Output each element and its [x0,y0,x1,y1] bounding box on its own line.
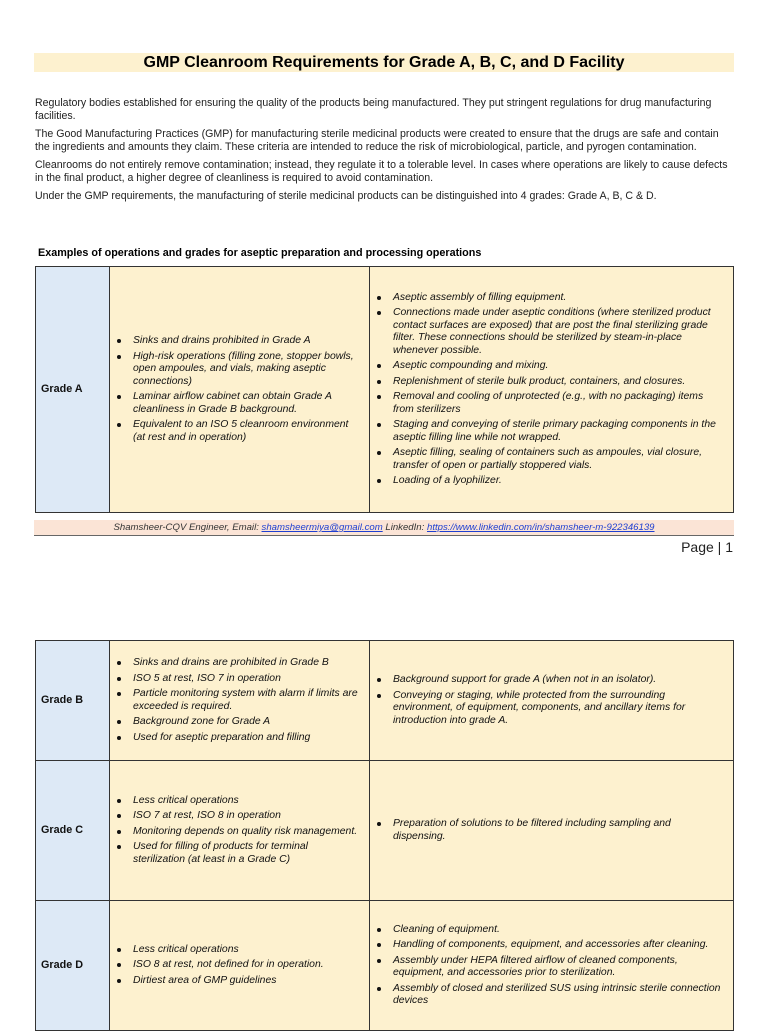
bullet-item: Loading of a lyophilizer. [370,475,725,488]
bullet-item: Aseptic assembly of filling equipment. [370,292,725,305]
bullet-item: Sinks and drains prohibited in Grade A [110,335,361,348]
bullet-item: Aseptic filling, sealing of containers such as ampoules, vial closure, transfer of open or partially stoppered vials. [370,447,725,472]
bullet-item: Staging and conveying of sterile primary packaging components in the aseptic filling line while not wrapped. [370,419,725,444]
grade-row [36,641,734,761]
bullet-item: Less critical operations [110,944,361,957]
bullet-item: Particle monitoring system with alarm if limits are exceeded is required. [110,688,361,713]
grade-row [36,901,734,1031]
grade-specs-list [110,328,369,451]
bullet-item: Dirtiest area of GMP guidelines [110,975,361,988]
bullet-item: Cleaning of equipment. [370,924,725,937]
grade-specs-cell [110,761,370,901]
bullet-item: Used for aseptic preparation and filling [110,732,361,745]
section-heading: Examples of operations and grades for aseptic preparation and processing operations [38,247,482,259]
grade-label: Grade B [36,641,110,761]
grade-specs-cell [110,267,370,513]
grade-specs-cell [110,901,370,1031]
bullet-item: Sinks and drains are prohibited in Grade B [110,657,361,670]
grade-table-page-2 [35,640,734,1031]
page-footer [34,520,734,536]
intro-paragraph: The Good Manufacturing Practices (GMP) for manufacturing sterile medicinal products were created to ensure that the drugs are safe and contain the ingredients and amounts they claim. These criteria are intended to reduce the risk of microbiological, particle, and pyrogen contamination. [35,128,719,153]
grade-specs-cell [110,641,370,761]
intro-paragraph: Cleanrooms do not entirely remove contamination; instead, they regulate it to a tolerable level. In cases where operations are likely to cause defects in the final product, a higher degree of cleanliness is required to avoid contamination. [35,159,728,184]
grade-row [36,267,734,513]
grade-specs-list [110,937,369,995]
bullet-item: ISO 8 at rest, not defined for in operation. [110,959,361,972]
bullet-item: Assembly under HEPA filtered airflow of cleaned components, equipment, and accessories prior to sterilization. [370,955,725,980]
grade-specs-list [110,788,369,874]
page-title: GMP Cleanroom Requirements for Grade A, B, C, and D Facility [34,53,734,72]
intro-text [35,97,735,208]
bullet-item: Equivalent to an ISO 5 cleanroom environment (at rest and in operation) [110,419,361,444]
grade-row [36,761,734,901]
grade-specs-list [110,650,369,751]
footer-author: Shamsheer-CQV Engineer, Email: [113,522,262,533]
grade-operations-list [370,917,733,1015]
bullet-item: Used for filling of products for terminal sterilization (at least in a Grade C) [110,841,361,866]
bullet-item: Connections made under aseptic conditions (where sterilized product contact surfaces are exposed) that are post the final sterilizing grade filter. These connections should be sterilized by steam-in-place whenever possible. [370,307,725,357]
bullet-item: Preparation of solutions to be filtered including sampling and dispensing. [370,818,725,843]
footer-email-link[interactable]: shamsheermiya@gmail.com [261,522,383,533]
grade-operations-cell [370,761,734,901]
grade-operations-cell [370,641,734,761]
intro-paragraph: Regulatory bodies established for ensuring the quality of the products being manufactured. They put stringent regulations for drug manufacturing facilities. [35,97,712,122]
bullet-item: Aseptic compounding and mixing. [370,360,725,373]
bullet-item: Monitoring depends on quality risk management. [110,826,361,839]
bullet-item: Removal and cooling of unprotected (e.g., with no packaging) items from sterilizers [370,391,725,416]
bullet-item: Background zone for Grade A [110,716,361,729]
bullet-item: Conveying or staging, while protected from the surrounding environment, of equipment, components, and ancillary items for introduction into grade A. [370,690,725,728]
grade-label: Grade A [36,267,110,513]
bullet-item: Laminar airflow cabinet can obtain Grade A cleanliness in Grade B background. [110,391,361,416]
intro-paragraph: Under the GMP requirements, the manufacturing of sterile medicinal products can be distinguished into 4 grades: Grade A, B, C & D. [35,190,657,202]
footer-linkedin-label: LinkedIn: [382,522,427,533]
grade-operations-list [370,285,733,495]
bullet-item: Assembly of closed and sterilized SUS using intrinsic sterile connection devices [370,983,725,1008]
grade-operations-list [370,811,733,850]
page-number: Page | 1 [681,539,733,555]
bullet-item: Replenishment of sterile bulk product, containers, and closures. [370,376,725,389]
bullet-item: High-risk operations (filling zone, stopper bowls, open ampoules, and vials, making aseptic connections) [110,351,361,389]
grade-operations-cell [370,267,734,513]
grade-operations-list [370,667,733,734]
bullet-item: ISO 5 at rest, ISO 7 in operation [110,673,361,686]
bullet-item: ISO 7 at rest, ISO 8 in operation [110,810,361,823]
grade-label: Grade D [36,901,110,1031]
bullet-item: Handling of components, equipment, and accessories after cleaning. [370,939,725,952]
grade-table-page-1 [35,266,734,513]
grade-label: Grade C [36,761,110,901]
grade-operations-cell [370,901,734,1031]
bullet-item: Less critical operations [110,795,361,808]
bullet-item: Background support for grade A (when not in an isolator). [370,674,725,687]
footer-linkedin-link[interactable]: https://www.linkedin.com/in/shamsheer-m-922346139 [426,522,655,533]
